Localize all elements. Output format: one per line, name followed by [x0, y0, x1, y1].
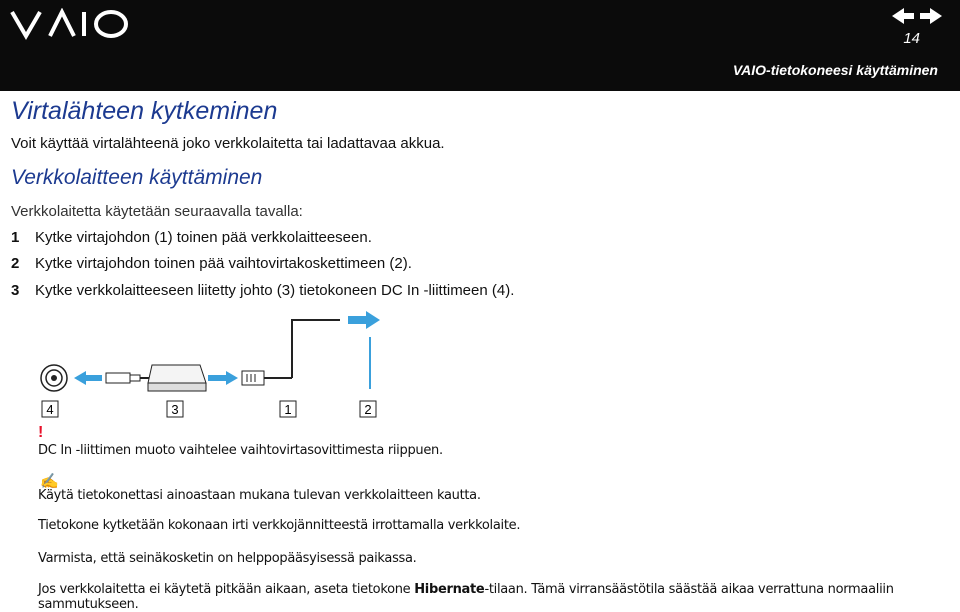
svg-text:3: 3 — [171, 402, 179, 417]
vaio-logo — [10, 8, 130, 42]
dc-in-port-icon — [41, 365, 67, 391]
page-number: 14 — [903, 30, 920, 47]
page-nav — [892, 8, 942, 24]
tip-note-2: Tietokone kytketään kokonaan irti verkkojännitteestä irrottamalla verkkolaite. — [38, 518, 521, 533]
step-text: Kytke verkkolaitteeseen liitetty johto (3) tietokoneen DC In -liittimeen (4). — [35, 282, 515, 299]
arrow-left-icon — [74, 371, 102, 385]
page-header — [0, 0, 960, 91]
next-page-icon[interactable] — [920, 8, 942, 24]
step-text: Kytke virtajohdon (1) toinen pää verkkolaitteeseen. — [35, 229, 372, 246]
step-3 — [11, 282, 514, 299]
lead-text: Verkkolaitetta käytetään seuraavalla tavalla: — [11, 203, 303, 220]
svg-text:4: 4 — [46, 402, 54, 417]
prev-page-icon[interactable] — [892, 8, 914, 24]
step-text: Kytke virtajohdon toinen pää vaihtovirtakoskettimeen (2). — [35, 255, 412, 272]
step-2 — [11, 255, 412, 272]
svg-text:2: 2 — [364, 402, 372, 417]
arrow-to-outlet-icon — [348, 311, 380, 329]
arrow-right-icon — [208, 371, 238, 385]
intro-text: Voit käyttää virtalähteenä joko verkkolaitetta tai ladattavaa akkua. — [11, 135, 445, 152]
subheading: Verkkolaitteen käyttäminen — [11, 166, 263, 189]
label-3 — [167, 401, 183, 417]
tip-note-4 — [38, 582, 960, 612]
page-title: Virtalähteen kytkeminen — [11, 97, 278, 125]
step-number: 3 — [11, 282, 20, 299]
step-number: 2 — [11, 255, 20, 272]
dc-plug-icon — [106, 373, 152, 383]
pencil-icon: ✍ — [40, 473, 59, 490]
step-1 — [11, 229, 372, 246]
hibernate-term: Hibernate — [414, 582, 485, 597]
tip-note-4-post: -tilaan. Tämä virransäästötila säästää aikaa verrattuna normaaliin sammutukseen. — [38, 582, 894, 612]
warning-note: DC In -liittimen muoto vaihtelee vaihtovirtasovittimesta riippuen. — [38, 443, 443, 458]
ac-adapter-icon — [148, 365, 206, 391]
tip-note-1: Käytä tietokonettasi ainoastaan mukana tulevan verkkolaitteen kautta. — [38, 488, 481, 503]
label-1 — [280, 401, 296, 417]
label-4 — [42, 401, 58, 417]
tip-note-3: Varmista, että seinäkosketin on helppopääsyisessä paikassa. — [38, 551, 417, 566]
label-2 — [360, 401, 376, 417]
svg-text:1: 1 — [284, 402, 292, 417]
section-title: VAIO-tietokoneesi käyttäminen — [732, 62, 938, 78]
step-number: 1 — [11, 229, 20, 246]
connection-diagram — [30, 305, 390, 425]
tip-note-4-pre: Jos verkkolaitetta ei käytetä pitkään aikaan, aseta tietokone — [38, 582, 415, 597]
warning-icon: ! — [38, 424, 44, 441]
